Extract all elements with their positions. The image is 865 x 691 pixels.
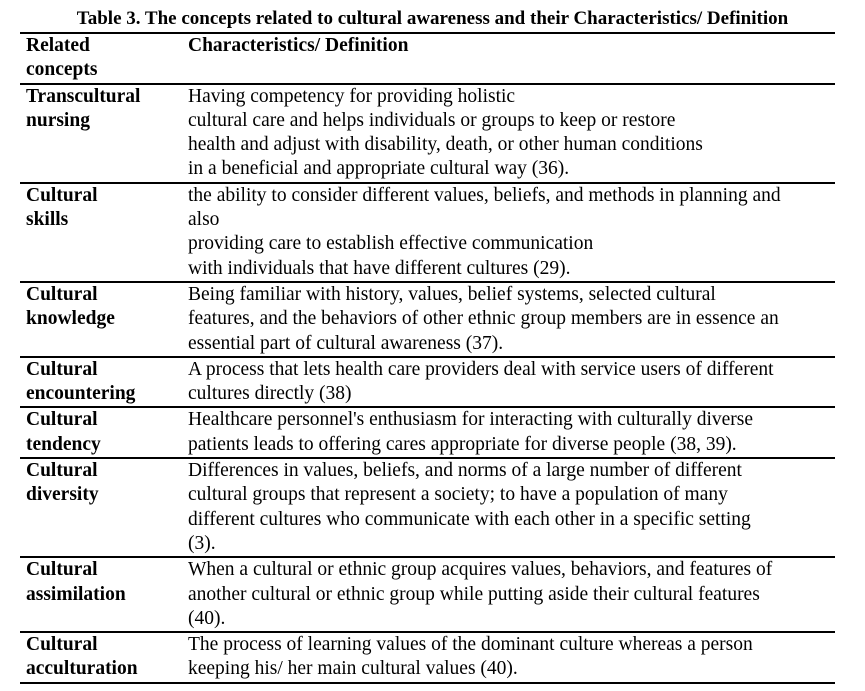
concept-cell (20, 557, 188, 632)
definition-line: cultures directly (38) (188, 383, 352, 405)
concepts-table (20, 32, 835, 684)
definition-line: features, and the behaviors of other ethnic group members are in essence an (188, 308, 779, 330)
definition-line: Being familiar with history, values, belief systems, selected cultural (188, 283, 716, 305)
definition-line: (3). (188, 532, 216, 554)
concept-line: knowledge (26, 308, 115, 330)
table-row (20, 84, 835, 183)
concept-line: diversity (26, 484, 99, 506)
concept-line: acculturation (26, 658, 138, 680)
definition-line: cultural care and helps individuals or groups to keep or restore (188, 109, 676, 131)
definition-line: providing care to establish effective communication (188, 233, 594, 255)
definition-line: different cultures who communicate with each other in a specific setting (188, 508, 751, 530)
definition-line: also (188, 209, 220, 231)
table-row (20, 407, 835, 458)
concept-line: Cultural (26, 358, 98, 380)
header-concept-line: concepts (26, 59, 98, 81)
header-characteristics-definition (188, 33, 835, 84)
header-concept-line: Related (26, 35, 90, 56)
table-row (20, 183, 835, 282)
definition-line: patients leads to offering cares appropriate for diverse people (38, 39). (188, 433, 737, 455)
definition-line: When a cultural or ethnic group acquires values, behaviors, and features of (188, 559, 773, 581)
concept-line: Cultural (26, 283, 98, 305)
concept-line: Cultural (26, 184, 98, 206)
definition-cell (188, 557, 835, 632)
concept-line: Cultural (26, 559, 98, 581)
table-row (20, 557, 835, 632)
concept-cell (20, 632, 188, 683)
concept-line: nursing (26, 109, 90, 131)
table-row (20, 357, 835, 408)
definition-line: keeping his/ her main cultural values (40). (188, 658, 518, 680)
header-related-concepts (20, 33, 188, 84)
header-row (20, 33, 835, 84)
concept-cell (20, 407, 188, 458)
concept-line: encountering (26, 383, 136, 405)
definition-line: (40). (188, 607, 226, 629)
definition-cell (188, 282, 835, 357)
concept-line: tendency (26, 433, 101, 455)
definition-line: another cultural or ethnic group while putting aside their cultural features (188, 583, 760, 605)
definition-line: with individuals that have different cultures (29). (188, 257, 571, 279)
definition-cell (188, 458, 835, 557)
definition-line: Healthcare personnel's enthusiasm for interacting with culturally diverse (188, 409, 754, 431)
definition-cell (188, 84, 835, 183)
table-row (20, 282, 835, 357)
concept-line: Transcultural (26, 85, 141, 107)
table-row (20, 458, 835, 557)
definition-line: A process that lets health care providers deal with service users of different (188, 358, 774, 380)
definition-line: in a beneficial and appropriate cultural way (36). (188, 158, 570, 180)
definition-line: The process of learning values of the dominant culture whereas a person (188, 634, 753, 656)
concept-cell (20, 458, 188, 557)
definition-cell (188, 183, 835, 282)
table-body (20, 84, 835, 683)
concept-cell (20, 84, 188, 183)
concept-cell (20, 357, 188, 408)
concept-line: Cultural (26, 460, 98, 482)
table-header (20, 33, 835, 84)
header-definition-line: Characteristics/ Definition (188, 35, 409, 56)
definition-line: cultural groups that represent a society; to have a population of many (188, 484, 728, 506)
definition-line: essential part of cultural awareness (37). (188, 332, 504, 354)
definition-line: Differences in values, beliefs, and norms of a large number of different (188, 460, 742, 482)
table-caption: Table 3. The concepts related to cultural awareness and their Characteristics/ Definition (76, 8, 789, 29)
definition-line: the ability to consider different values, beliefs, and methods in planning and (188, 184, 781, 206)
definition-cell (188, 632, 835, 683)
concept-line: skills (26, 209, 69, 231)
definition-cell (188, 357, 835, 408)
definition-line: health and adjust with disability, death, or other human conditions (188, 134, 703, 156)
concept-line: Cultural (26, 409, 98, 431)
concept-line: Cultural (26, 634, 98, 656)
table-row (20, 632, 835, 683)
concept-cell (20, 282, 188, 357)
definition-line: Having competency for providing holistic (188, 85, 516, 107)
concept-line: assimilation (26, 583, 126, 605)
concept-cell (20, 183, 188, 282)
definition-cell (188, 407, 835, 458)
